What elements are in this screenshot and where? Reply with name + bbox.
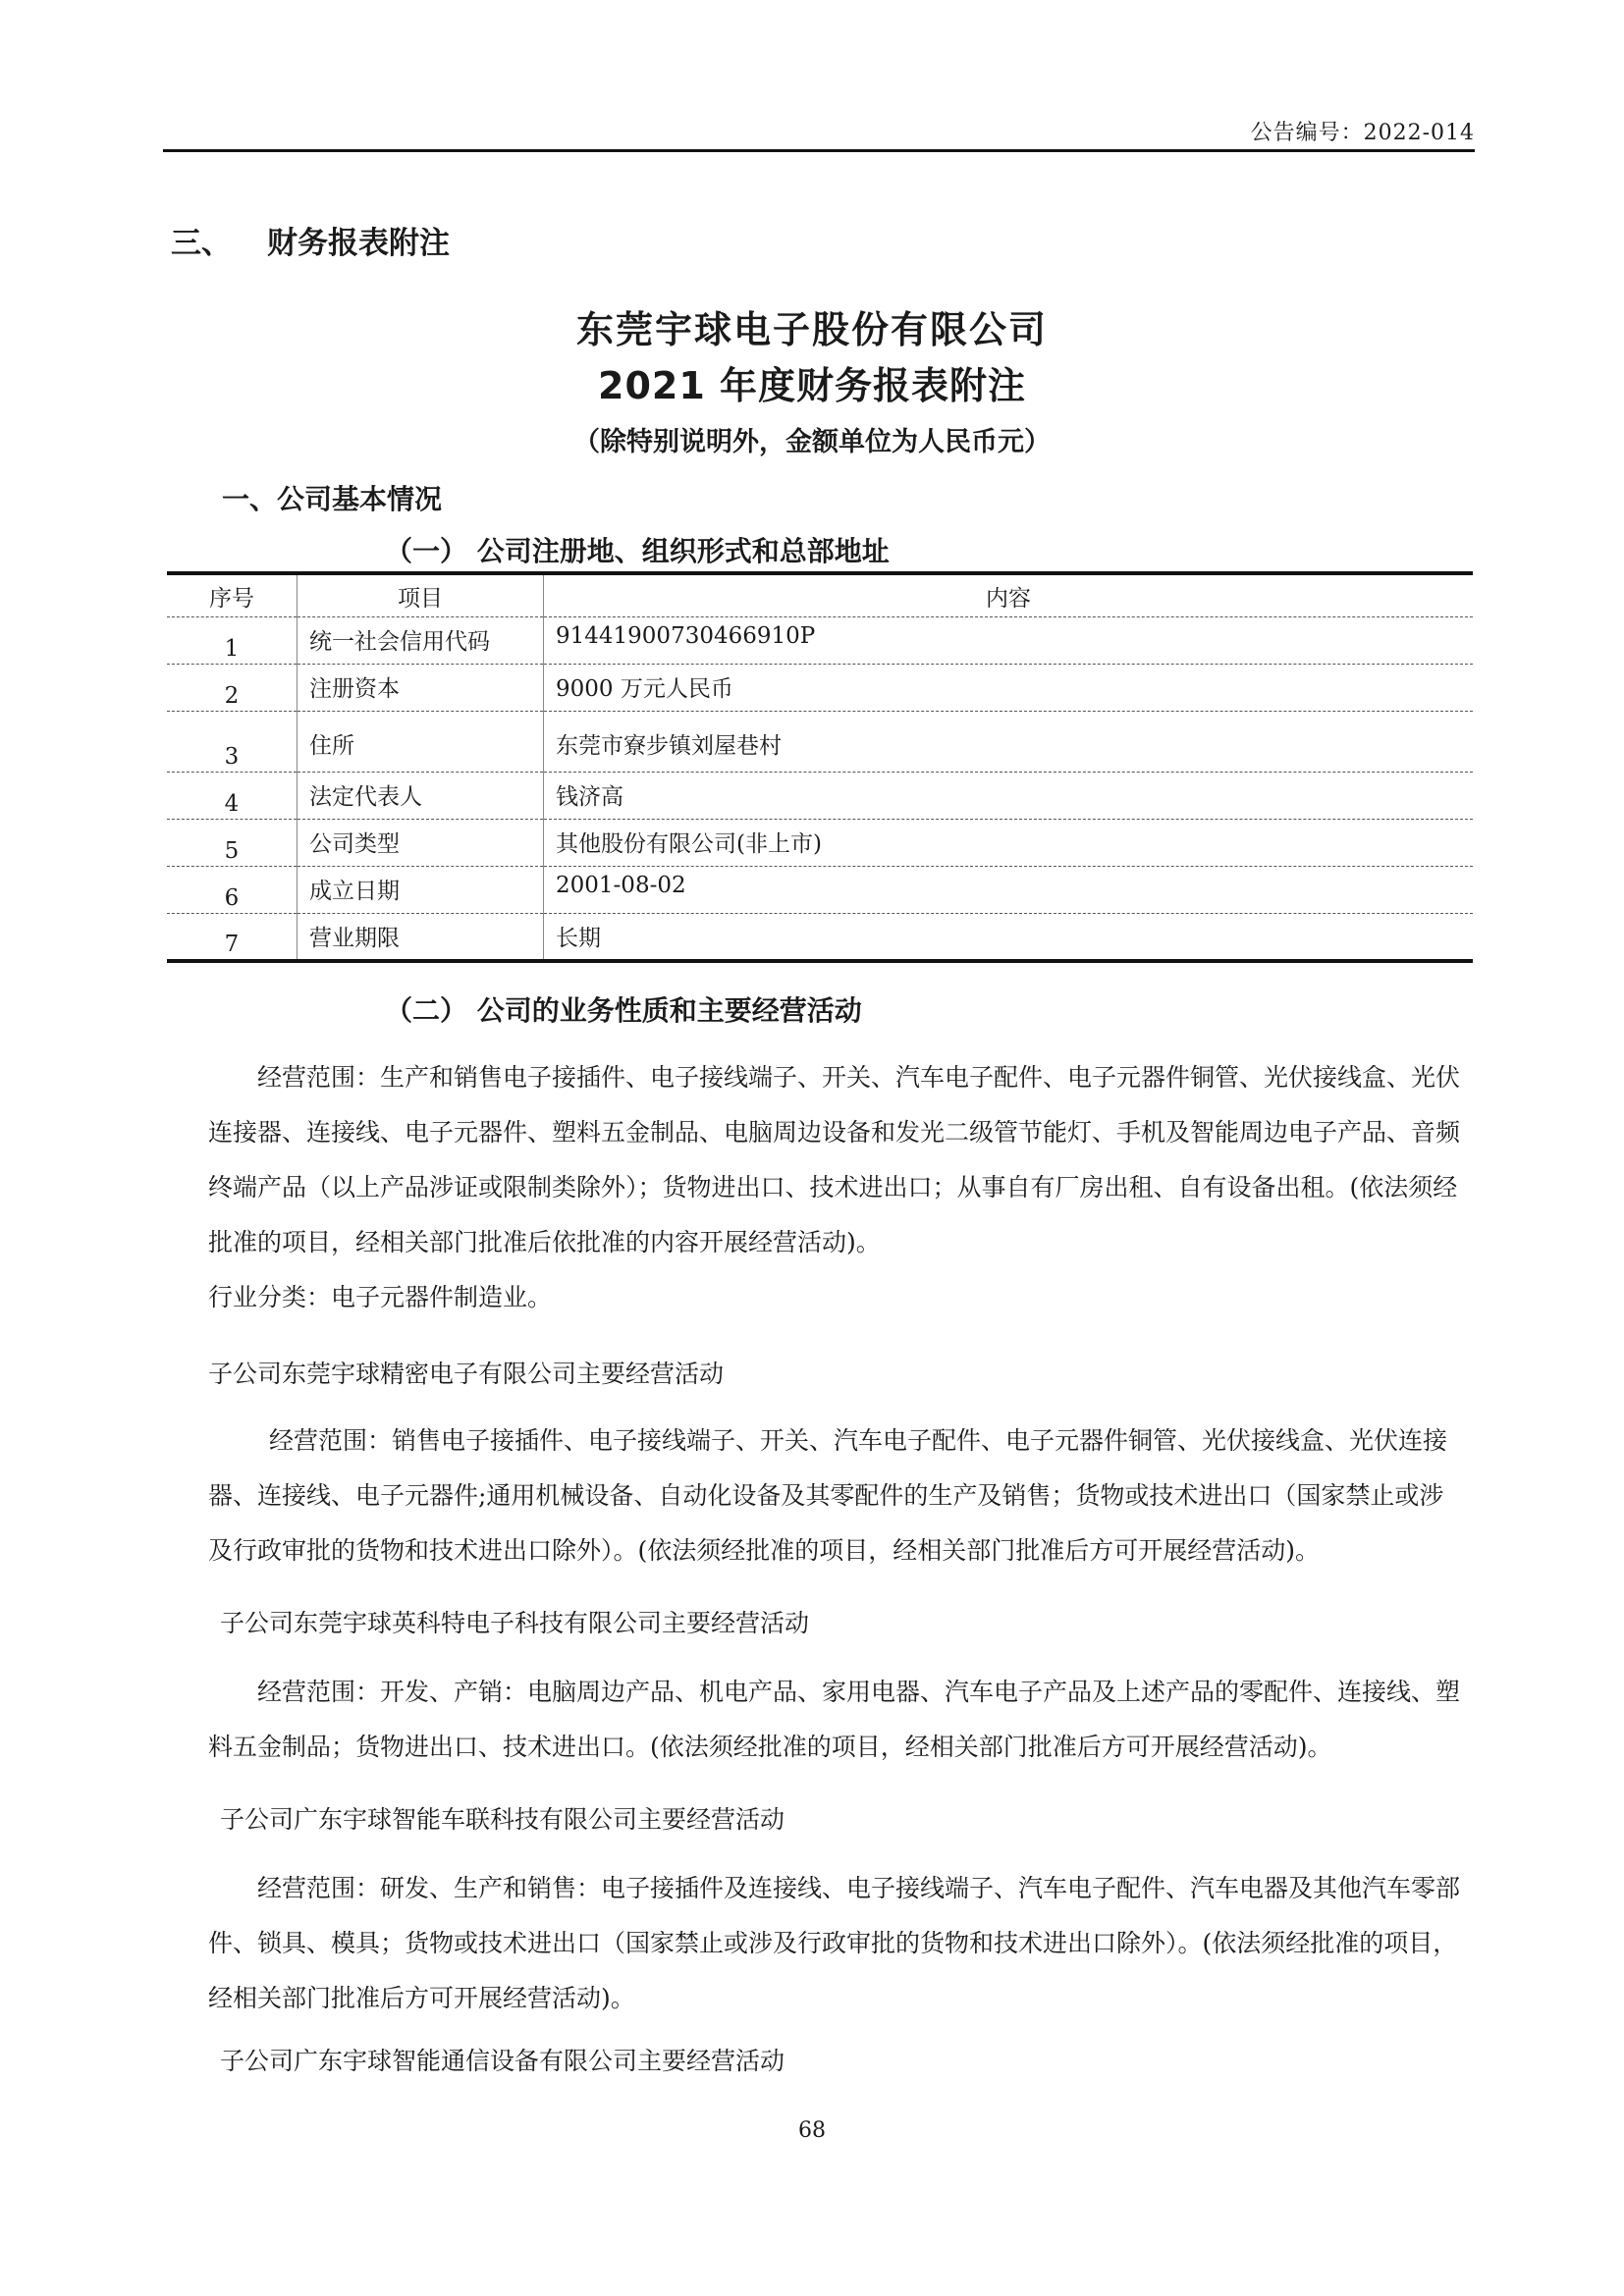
table-row <box>167 665 1473 712</box>
table-row <box>167 914 1473 961</box>
table-row <box>167 867 1473 914</box>
row-value: 91441900730466910P <box>544 617 1474 665</box>
scope-line: 料五金制品；货物进出口、技术进出口。(依法须经批准的项目，经相关部门批准后方可开展经营活动)。 <box>208 1733 1332 1761</box>
row-number: 3 <box>167 712 298 773</box>
table-row <box>167 712 1473 773</box>
col-header-content: 内容 <box>544 573 1474 617</box>
section-title: 财务报表附注 <box>267 226 450 261</box>
subsidiary-c <box>220 1792 1485 1847</box>
row-value: 其他股份有限公司(非上市) <box>544 820 1474 867</box>
row-item: 法定代表人 <box>298 773 544 820</box>
row-item: 成立日期 <box>298 867 544 914</box>
scope-line: 件、锁具、模具；货物或技术进出口（国家禁止或涉及行政审批的货物和技术进出口除外）。(依法须经批准的项目， <box>208 1929 1458 1957</box>
business-scope <box>208 1050 1473 1325</box>
section-number: 三、 <box>171 226 232 261</box>
row-value: 2001-08-02 <box>544 867 1474 914</box>
header-rule <box>163 149 1475 152</box>
subsidiary-b <box>220 1596 1485 1651</box>
subsidiary-a-scope <box>208 1414 1473 1578</box>
announcement-number: 公告编号：2022-014 <box>1250 121 1475 145</box>
subsidiary-c-scope <box>208 1861 1473 2026</box>
row-item: 住所 <box>298 712 544 773</box>
subsidiary-a <box>208 1347 1473 1402</box>
scope-line: 连接器、连接线、电子元器件、塑料五金制品、电脑周边设备和发光二级管节能灯、手机及智能周边电子产品、音频 <box>208 1118 1461 1147</box>
row-item: 注册资本 <box>298 665 544 712</box>
heading-company-basics: 一、公司基本情况 <box>222 483 443 515</box>
industry-classification: 行业分类：电子元器件制造业。 <box>208 1283 553 1311</box>
col-header-no: 序号 <box>167 573 298 617</box>
currency-note: （除特别说明外，金额单位为人民币元） <box>573 427 1051 457</box>
scope-line: 经营范围：生产和销售电子接插件、电子接线端子、开关、汽车电子配件、电子元器件铜管、光伏接线盒、光伏 <box>257 1063 1461 1092</box>
section-heading <box>171 218 450 262</box>
scope-line: 终端产品（以上产品涉证或限制类除外）；货物进出口、技术进出口；从事自有厂房出租、自有设备出租。(依法须经 <box>208 1173 1458 1201</box>
row-number: 5 <box>167 820 298 867</box>
row-number: 7 <box>167 914 298 961</box>
company-info-table <box>167 571 1473 963</box>
scope-line: 经营范围：开发、产销：电脑周边产品、机电产品、家用电器、汽车电子产品及上述产品的零配件、连接线、塑 <box>257 1678 1461 1706</box>
heading-business-activities: （二） 公司的业务性质和主要经营活动 <box>385 994 862 1027</box>
row-value: 东莞市寮步镇刘屋巷村 <box>544 712 1474 773</box>
table-row <box>167 773 1473 820</box>
row-item: 营业期限 <box>298 914 544 961</box>
table-row <box>167 617 1473 665</box>
subsidiary-a-title: 子公司东莞宇球精密电子有限公司主要经营活动 <box>208 1360 725 1388</box>
scope-line: 及行政审批的货物和技术进出口除外）。(依法须经批准的项目，经相关部门批准后方可开展经营活动)。 <box>208 1536 1321 1565</box>
row-value: 9000 万元人民币 <box>544 665 1474 712</box>
subsidiary-b-title: 子公司东莞宇球英科特电子科技有限公司主要经营活动 <box>220 1609 810 1637</box>
row-number: 4 <box>167 773 298 820</box>
row-number: 1 <box>167 617 298 665</box>
row-value: 长期 <box>556 926 601 951</box>
row-item: 公司类型 <box>298 820 544 867</box>
report-title: 2021 年度财务报表附注 <box>598 364 1026 407</box>
company-title: 东莞宇球电子股份有限公司 <box>575 308 1048 351</box>
subsidiary-b-scope <box>208 1665 1473 1775</box>
scope-line: 器、连接线、电子元器件;通用机械设备、自动化设备及其零配件的生产及销售；货物或技术进出口（国家禁止或涉 <box>208 1481 1444 1510</box>
subsidiary-d <box>220 2034 1485 2089</box>
scope-line: 经营范围：销售电子接插件、电子接线端子、开关、汽车电子配件、电子元器件铜管、光伏接线盒、光伏连接 <box>269 1426 1448 1455</box>
scope-line: 经营范围：研发、生产和销售：电子接插件及连接线、电子接线端子、汽车电子配件、汽车电器及其他汽车零部 <box>257 1874 1461 1902</box>
row-value: 钱济高 <box>544 773 1474 820</box>
col-header-item: 项目 <box>298 573 544 617</box>
scope-line: 批准的项目，经相关部门批准后依批准的内容开展经营活动)。 <box>208 1228 881 1256</box>
row-number: 2 <box>167 665 298 712</box>
scope-line: 经相关部门批准后方可开展经营活动)。 <box>208 1984 635 2012</box>
table-row <box>167 820 1473 867</box>
row-item: 统一社会信用代码 <box>298 617 544 665</box>
subsidiary-d-title: 子公司广东宇球智能通信设备有限公司主要经营活动 <box>220 2047 785 2075</box>
heading-registration: （一） 公司注册地、组织形式和总部地址 <box>385 535 890 567</box>
row-number: 6 <box>167 867 298 914</box>
page-number: 68 <box>798 2118 826 2143</box>
subsidiary-c-title: 子公司广东宇球智能车联科技有限公司主要经营活动 <box>220 1805 785 1834</box>
